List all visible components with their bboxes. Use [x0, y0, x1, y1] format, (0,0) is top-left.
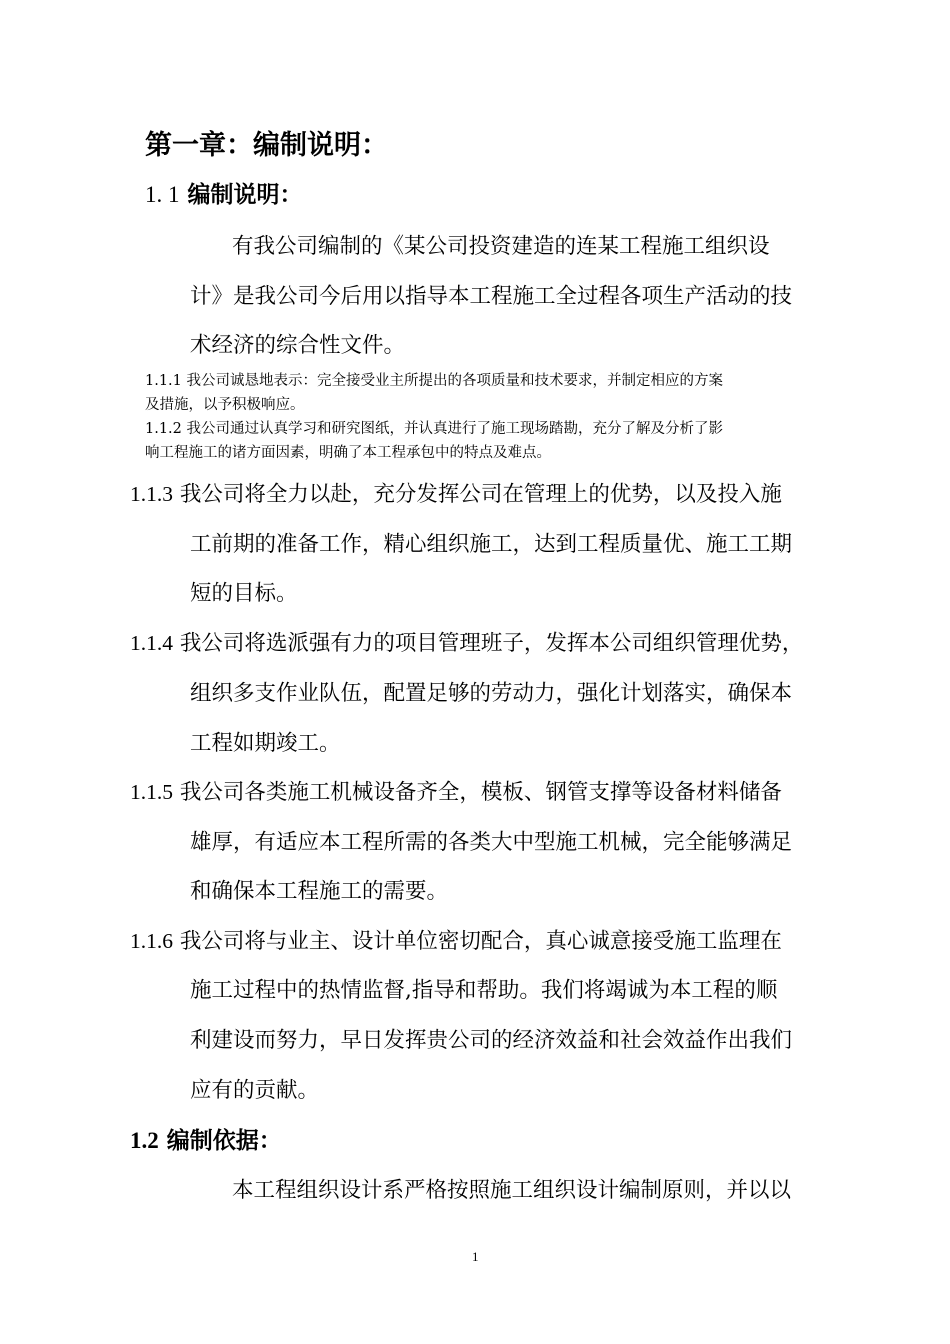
list-item-first-line — [130, 477, 782, 508]
list-item-line: 工程如期竣工。 — [190, 731, 341, 756]
chapter-title: 第一章：编制说明： — [145, 130, 388, 161]
section-title: 编制依据： — [166, 1127, 282, 1154]
section-heading-1-1 — [145, 176, 303, 209]
list-item-line: 组织多支作业队伍，配置足够的劳动力，强化计划落实，确保本 — [190, 681, 793, 706]
intro-line: 术经济的综合性文件。 — [190, 333, 406, 358]
item-number: 1.1.4 — [130, 631, 173, 655]
item-text: 我公司将与业主、设计单位密切配合，真心诚意接受施工监理在 — [179, 929, 782, 954]
intro-line: 计》是我公司今后用以指导本工程施工全过程各项生产活动的技 — [190, 284, 793, 309]
list-item-line: 和确保本工程施工的需要。 — [190, 879, 449, 904]
item-number: 1.1.5 — [130, 780, 173, 804]
small-item-line: 及措施，以予积极响应。 — [145, 397, 305, 413]
list-item-first-line — [130, 775, 782, 806]
item-text: 我公司各类施工机械设备齐全，模板、钢管支撑等设备材料储备 — [179, 780, 782, 805]
list-item-line: 利建设而努力，早日发挥贵公司的经济效益和社会效益作出我们 — [190, 1028, 793, 1053]
list-item-first-line — [130, 626, 803, 657]
list-item-line: 应有的贡献。 — [190, 1078, 320, 1103]
intro-line: 有我公司编制的《某公司投资建造的连某工程施工组织设 — [232, 234, 770, 259]
section-heading-1-2 — [130, 1122, 282, 1155]
item-number: 1.1.3 — [130, 482, 173, 506]
section-number: 1. 1 — [145, 182, 180, 207]
list-item-line: 雄厚，有适应本工程所需的各类大中型施工机械，完全能够满足 — [190, 830, 793, 855]
item-number: 1.1.6 — [130, 929, 173, 953]
small-item-line: 1.1.2 我公司通过认真学习和研究图纸，并认真进行了施工现场踏勘，充分了解及分析了影 — [145, 421, 723, 437]
list-item-line: 施工过程中的热情监督,指导和帮助。我们将竭诚为本工程的顺 — [190, 978, 778, 1003]
small-item-line: 1.1.1 我公司诚恳地表示：完全接受业主所提出的各项质量和技术要求，并制定相应的方案 — [145, 373, 723, 389]
item-text: 我公司将选派强有力的项目管理班子，发挥本公司组织管理优势， — [179, 631, 804, 656]
section-number: 1.2 — [130, 1128, 159, 1153]
small-item-line: 响工程施工的诸方面因素，明确了本工程承包中的特点及难点。 — [145, 445, 551, 461]
list-item-line: 工前期的准备工作，精心组织施工，达到工程质量优、施工工期 — [190, 532, 793, 557]
page-number: 1 — [472, 1249, 479, 1264]
list-item-line: 短的目标。 — [190, 581, 298, 606]
list-item-first-line — [130, 924, 782, 955]
item-text: 我公司将全力以赴，充分发挥公司在管理上的优势，以及投入施 — [179, 482, 782, 507]
section-title: 编制说明： — [187, 181, 303, 208]
basis-line: 本工程组织设计系严格按照施工组织设计编制原则，并以以 — [232, 1178, 792, 1203]
